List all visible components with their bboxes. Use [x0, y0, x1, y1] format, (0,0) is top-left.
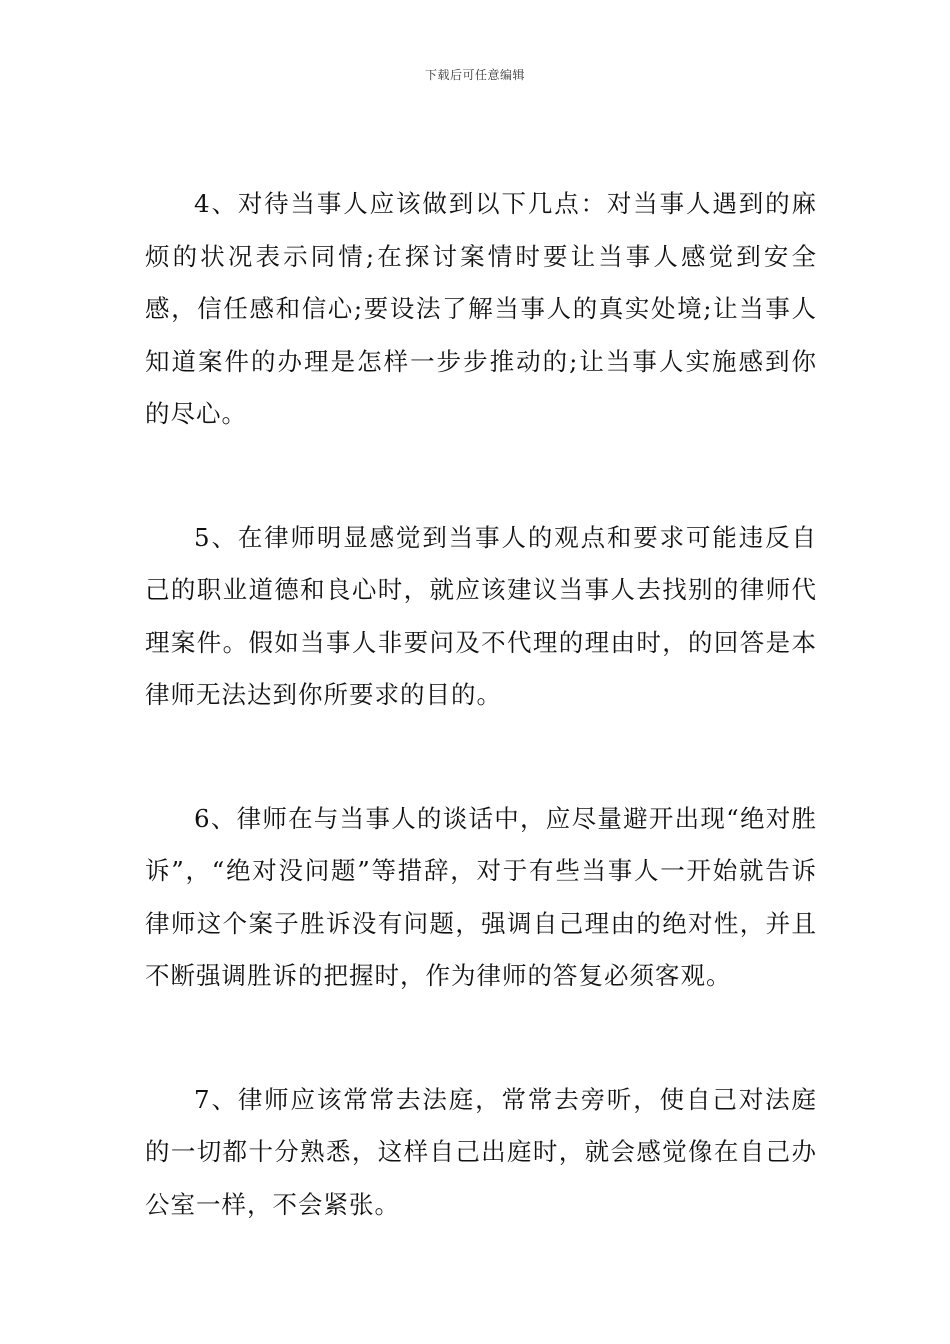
- paragraph-4: 4、对待当事人应该做到以下几点：对当事人遇到的麻烦的状况表示同情;在探讨案情时要让当事人感觉到安全感，信任感和信心;要设法了解当事人的真实处境;让当事人知道案件的办理是怎样一步步推动的;让当事人实施感到你的尽心。: [145, 189, 817, 428]
- paragraph-6: 6、律师在与当事人的谈话中，应尽量避开出现“绝对胜诉”，“绝对没问题”等措辞，对于有些当事人一开始就告诉律师这个案子胜诉没有问题，强调自己理由的绝对性，并且不断强调胜诉的把握时，作为律师的答复必须客观。: [145, 803, 817, 990]
- paragraph-5: 5、在律师明显感觉到当事人的观点和要求可能违反自己的职业道德和良心时，就应该建议当事人去找别的律师代理案件。假如当事人非要问及不代理的理由时，的回答是本律师无法达到你所要求的目的。: [145, 522, 817, 709]
- page-header-note: 下载后可任意编辑: [424, 68, 525, 82]
- document-body: [145, 178, 817, 1231]
- paragraph-7: 7、律师应该常常去法庭，常常去旁听，使自己对法庭的一切都十分熟悉，这样自己出庭时，就会感觉像在自己办公室一样，不会紧张。: [145, 1084, 817, 1219]
